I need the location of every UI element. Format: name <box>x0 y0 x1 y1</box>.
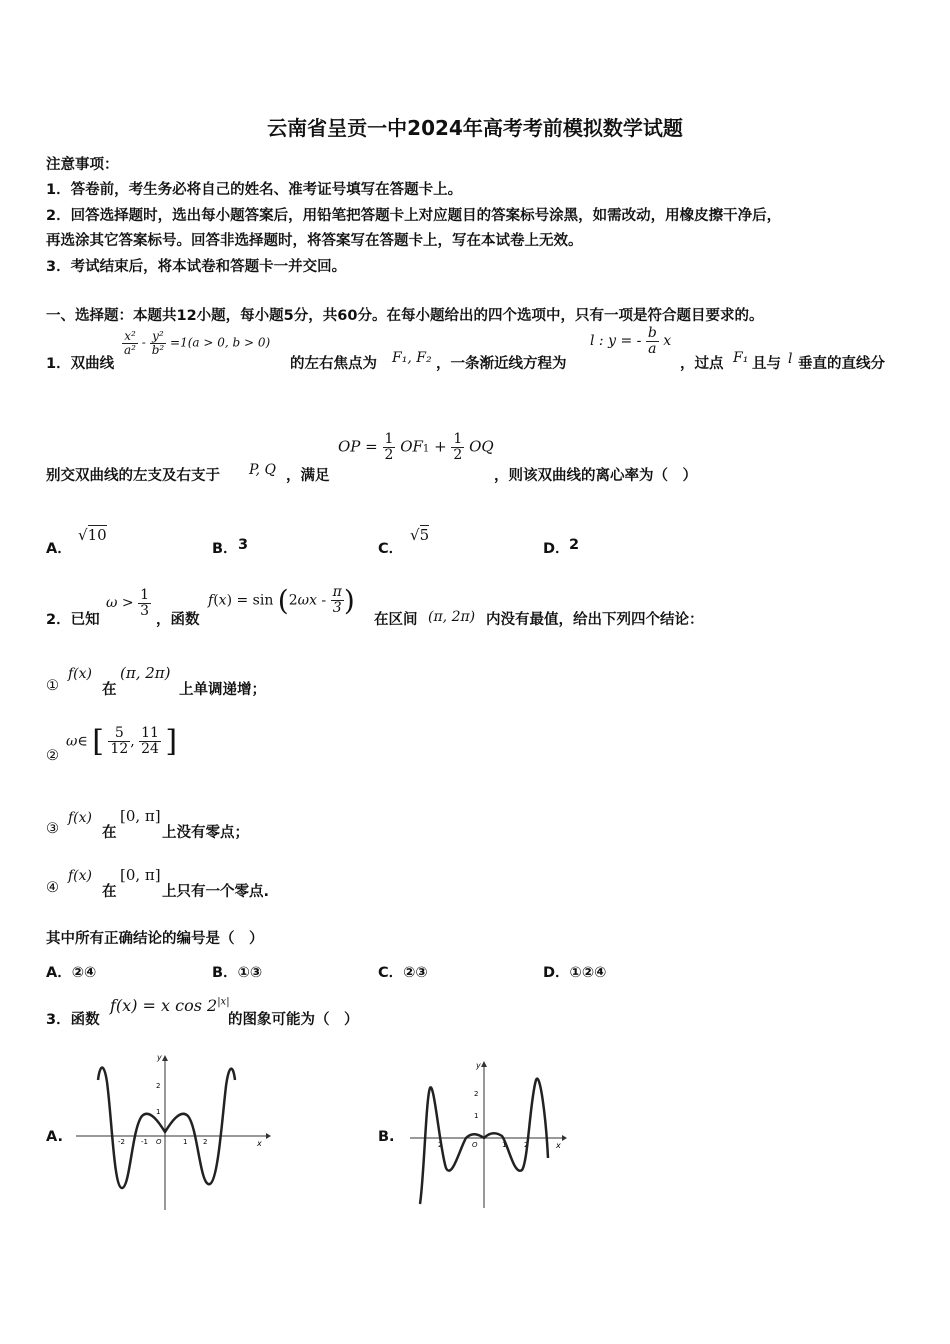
graph-b-x-arrow <box>562 1135 567 1141</box>
graph-b-y-arrow <box>481 1061 487 1067</box>
q1-option-a-value: √10 <box>78 526 107 544</box>
q2-option-a: A．②④ <box>46 965 97 981</box>
q2-c2-omega-range: ω∈ [ $\frac{5}{12}$ , $\frac{11}{24}$ ] <box>66 724 178 759</box>
page-title: 云南省呈贡一中2024年高考考前模拟数学试题 <box>267 116 683 140</box>
q1-foci: F₁, F₂ <box>392 350 432 366</box>
q2-text-2: 在区间 <box>374 612 418 628</box>
graph-b-ytick-1: 1 <box>474 1112 479 1120</box>
q1-condition: =1(a > 0, b > 0) <box>170 335 271 350</box>
graph-a-y-label: y <box>157 1053 162 1062</box>
graph-a-ytick-1: 1 <box>156 1108 161 1116</box>
q2-c3-mark: ③ <box>46 821 59 837</box>
notice-item-2-cont: 再选涂其它答案标号。回答非选择题时，将答案写在答题卡上，写在本试卷上无效。 <box>46 233 583 249</box>
notice-item-2: 2．回答选择题时，选出每小题答案后，用铅笔把答题卡上对应题目的答案标号涂黑，如需改动，用橡皮擦干净后， <box>46 208 782 224</box>
q2-number: 2．已知 <box>46 612 100 628</box>
q2-c1-interval: (π, 2π) <box>120 664 171 682</box>
q1-text-4: 且与 <box>752 356 781 372</box>
q1-vector-equation: OP = $\frac{1}{2}$ OF1 + $\frac{1}{2}$ OQ <box>338 431 494 463</box>
graph-a-curve <box>98 1068 235 1189</box>
q3-graph-b-label: B. <box>378 1129 395 1145</box>
q2-ask: 其中所有正确结论的编号是（ ） <box>46 931 264 947</box>
q2-c1-zai: 在 <box>102 682 117 698</box>
graph-a-x-arrow <box>266 1133 271 1139</box>
q1-text-2: ，一条渐近线方程为 <box>436 356 567 372</box>
q1-option-b-value: 3 <box>238 537 249 553</box>
q2-c4-f: f(x) <box>68 868 93 884</box>
graph-a-xtick-m1: -1 <box>141 1138 148 1146</box>
q3-number: 3．函数 <box>46 1012 100 1028</box>
q1-option-b-label: B． <box>212 541 238 557</box>
q2-c4-mark: ④ <box>46 880 59 896</box>
graph-b-x-label: x <box>556 1141 561 1150</box>
q1-text-5: 垂直的直线分 <box>798 356 885 372</box>
q2-c4-zai: 在 <box>102 884 117 900</box>
notice-item-1: 1．答卷前，考生务必将自己的姓名、准考证号填写在答题卡上。 <box>46 182 463 198</box>
q2-c4-text: 上只有一个零点. <box>162 884 270 900</box>
graph-a-origin: O <box>156 1138 162 1146</box>
q1-line2-a: 别交双曲线的左支及右支于 <box>46 468 220 484</box>
q3-graph-a <box>72 1050 272 1212</box>
q1-pq: P, Q <box>249 462 276 478</box>
q2-c3-f: f(x) <box>68 810 93 826</box>
q2-c1-f: f(x) <box>68 666 93 682</box>
graph-a-xtick-1: 1 <box>183 1138 188 1146</box>
graph-a-x-label: x <box>257 1139 262 1148</box>
q3-graph-a-label: A. <box>46 1129 63 1145</box>
q1-text-3: ，过点 <box>680 356 724 372</box>
notice-item-3: 3．考试结束后，将本试卷和答题卡一并交回。 <box>46 259 347 275</box>
q2-omega-condition: ω > $\frac{1}{3}$ <box>106 587 149 619</box>
q2-c4-interval: [0, π] <box>120 866 161 884</box>
q1-option-d-value: 2 <box>569 537 580 553</box>
graph-a-ytick-2: 2 <box>156 1082 161 1090</box>
q1-line2-c: ，则该双曲线的离心率为（ ） <box>494 468 697 484</box>
q3-graph-b <box>408 1058 568 1210</box>
q2-option-d: D．①②④ <box>543 965 607 981</box>
graph-b-y-label: y <box>476 1061 481 1070</box>
q2-c2-mark: ② <box>46 748 59 764</box>
graph-b-xtick-1: 1 <box>502 1141 507 1149</box>
q1-number: 1．双曲线 <box>46 356 115 372</box>
q2-c3-zai: 在 <box>102 825 117 841</box>
q2-interval: (π, 2π) <box>428 609 476 625</box>
graph-a-xtick-m2: -2 <box>118 1138 125 1146</box>
q2-text-3: 内没有最值，给出下列四个结论： <box>486 612 704 628</box>
q1-asymptote: l : y = - $\frac{b}{a}$ x <box>590 325 672 357</box>
graph-a-xtick-2: 2 <box>203 1138 208 1146</box>
q3-text: 的图象可能为（ ） <box>228 1012 359 1028</box>
graph-a-y-arrow <box>162 1055 168 1061</box>
q2-function: f(x) = sin (2ωx - $\frac{\pi}{3}$ ) <box>208 584 355 617</box>
graph-b-xtick-m2: 2 <box>438 1141 443 1149</box>
q1-option-a-label: A． <box>46 541 72 557</box>
q1-option-c-value: √5 <box>410 526 430 544</box>
q2-c1-mark: ① <box>46 678 59 694</box>
q1-line2-b: ，满足 <box>286 468 330 484</box>
q1-f1: F₁ <box>733 350 749 366</box>
q2-c1-text: 上单调递增； <box>179 682 266 698</box>
q1-l: l <box>788 351 793 367</box>
q2-c3-interval: [0, π] <box>120 807 161 825</box>
q2-c3-text: 上没有零点； <box>162 825 249 841</box>
q1-option-c-label: C． <box>378 541 404 557</box>
q3-function: f(x) = x $\cos 2^{|x|}$ <box>110 996 230 1015</box>
graph-b-ytick-2: 2 <box>474 1090 479 1098</box>
q1-hyperbola-equation: $\frac{\text{x²}}{\text{a²}}$ - $\frac{\text{y²}}{\text{b²}}$ =1(a > 0, b > 0) <box>124 329 271 357</box>
section-heading: 一、选择题：本题共12小题，每小题5分，共60分。在每小题给出的四个选项中，只有一项是符合题目要求的。 <box>46 308 764 324</box>
q2-option-c: C．②③ <box>378 965 428 981</box>
q1-text-1: 的左右焦点为 <box>290 356 377 372</box>
graph-b-origin: O <box>472 1141 478 1149</box>
graph-b-xtick-2: 2 <box>524 1141 529 1149</box>
q2-option-b: B．①③ <box>212 965 263 981</box>
q1-option-d-label: D． <box>543 541 570 557</box>
notice-heading: 注意事项： <box>46 157 119 173</box>
q2-text-1: ，函数 <box>156 612 200 628</box>
